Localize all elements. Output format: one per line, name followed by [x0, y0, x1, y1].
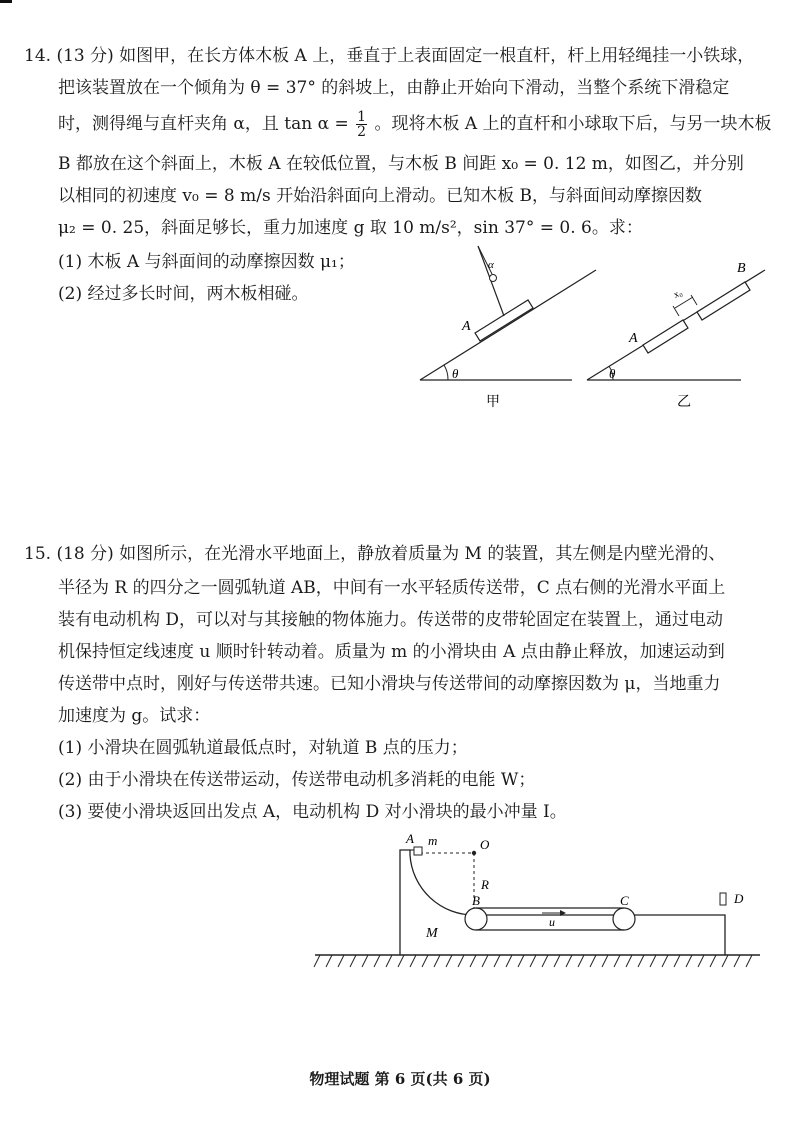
board-a-label: A: [629, 331, 638, 346]
q14-line-1: 14. (13 分) 如图甲，在长方体木板 A 上，垂直于上表面固定一根直杆，杆上用轻绳挂一小铁球，: [24, 46, 755, 66]
q14-sub-1: (1) 木板 A 与斜面间的动摩擦因数 μ₁；: [58, 252, 355, 272]
board-b: [697, 282, 750, 320]
q14-line-3: [58, 110, 772, 139]
label-o: O: [480, 837, 490, 852]
q15-sub-2: (2) 由于小滑块在传送带运动，传送带电动机多消耗的电能 W；: [58, 770, 536, 790]
iron-ball: [490, 275, 497, 282]
caption-yi: 乙: [677, 395, 691, 410]
label-u: u: [549, 915, 555, 929]
board-b-label: B: [737, 261, 746, 276]
q14-line-5: 以相同的初速度 v₀ = 8 m/s 开始沿斜面向上滑动。已知木板 B，与斜面间动摩擦因数: [58, 186, 702, 206]
board-a: [643, 320, 688, 353]
mechanism-d: [720, 893, 726, 905]
board-a-label: A: [462, 319, 471, 334]
angle-arc: [444, 365, 448, 380]
figure-yi: [575, 250, 775, 410]
gap-label: x₀: [671, 287, 685, 301]
q15-line-4: 机保持恒定线速度 u 顺时针转动着。质量为 m 的小滑块由 A 点由静止释放，加速运动到: [58, 642, 725, 662]
q14-line-4: B 都放在这个斜面上，木板 A 在较低位置，与木板 B 间距 x₀ = 0. 12 m，如图乙，并分别: [58, 154, 744, 174]
caption-jia: 甲: [486, 395, 500, 410]
label-mass-m: M: [426, 926, 438, 941]
figure-jia: [400, 232, 600, 410]
q15-line-3: 装有电动机构 D，可以对与其接触的物体施力。传送带的皮带轮固定在装置上，通过电动: [58, 610, 724, 630]
angle-label: θ: [452, 366, 459, 381]
q15-line-1: 15. (18 分) 如图所示，在光滑水平地面上，静放着质量为 M 的装置，其左侧是内壁光滑的、: [24, 544, 726, 564]
label-r: R: [481, 877, 489, 892]
label-b: B: [472, 893, 480, 908]
tan-fraction: [356, 110, 367, 139]
ground-hatching: [314, 955, 752, 967]
alpha-label: α: [488, 259, 494, 271]
q14-line-3-pre: 时，测得绳与直杆夹角 α，且 tan α =: [58, 114, 349, 134]
board-a: [475, 300, 533, 341]
fraction-numerator: 1: [357, 109, 367, 125]
fraction-denominator: 2: [357, 124, 367, 140]
pulley-right: [613, 908, 635, 930]
label-c: C: [620, 893, 629, 908]
label-m: m: [428, 833, 438, 848]
device-body: [400, 850, 725, 955]
q14-line-6: μ₂ = 0. 25，斜面足够长，重力加速度 g 取 10 m/s²，sin 37° = 0. 6。求：: [58, 218, 643, 238]
figure-15: [310, 825, 770, 985]
page-footer: 物理试题 第 6 页(共 6 页): [309, 1070, 491, 1088]
q15-sub-1: (1) 小滑块在圆弧轨道最低点时，对轨道 B 点的压力；: [58, 738, 468, 758]
slope-line: [420, 270, 596, 380]
center-o: [472, 851, 476, 855]
q14-sub-2: (2) 经过多长时间，两木板相碰。: [58, 284, 309, 304]
q15-line-5: 传送带中点时，刚好与传送带共速。已知小滑块与传送带间的动摩擦因数为 μ，当地重力: [58, 674, 721, 694]
corner-mark: [0, 0, 12, 3]
angle-label: θ: [609, 366, 616, 381]
slider-block: [414, 847, 422, 855]
q15-sub-3: (3) 要使小滑块返回出发点 A，电动机构 D 对小滑块的最小冲量 I。: [58, 802, 567, 822]
label-a: A: [406, 831, 414, 846]
q14-line-2: 把该装置放在一个倾角为 θ = 37° 的斜坡上，由静止开始向下滑动，当整个系统下滑稳定: [58, 78, 730, 98]
q15-line-2: 半径为 R 的四分之一圆弧轨道 AB，中间有一水平轻质传送带，C 点右侧的光滑水平面上: [58, 578, 726, 598]
label-d: D: [734, 891, 744, 906]
pulley-left: [465, 908, 487, 930]
gap-marker-2: [691, 295, 697, 305]
q15-line-6: 加速度为 g。试求：: [58, 706, 211, 726]
q14-line-3-post: 。现将木板 A 上的直杆和小球取下后，与另一块木板: [374, 114, 772, 134]
